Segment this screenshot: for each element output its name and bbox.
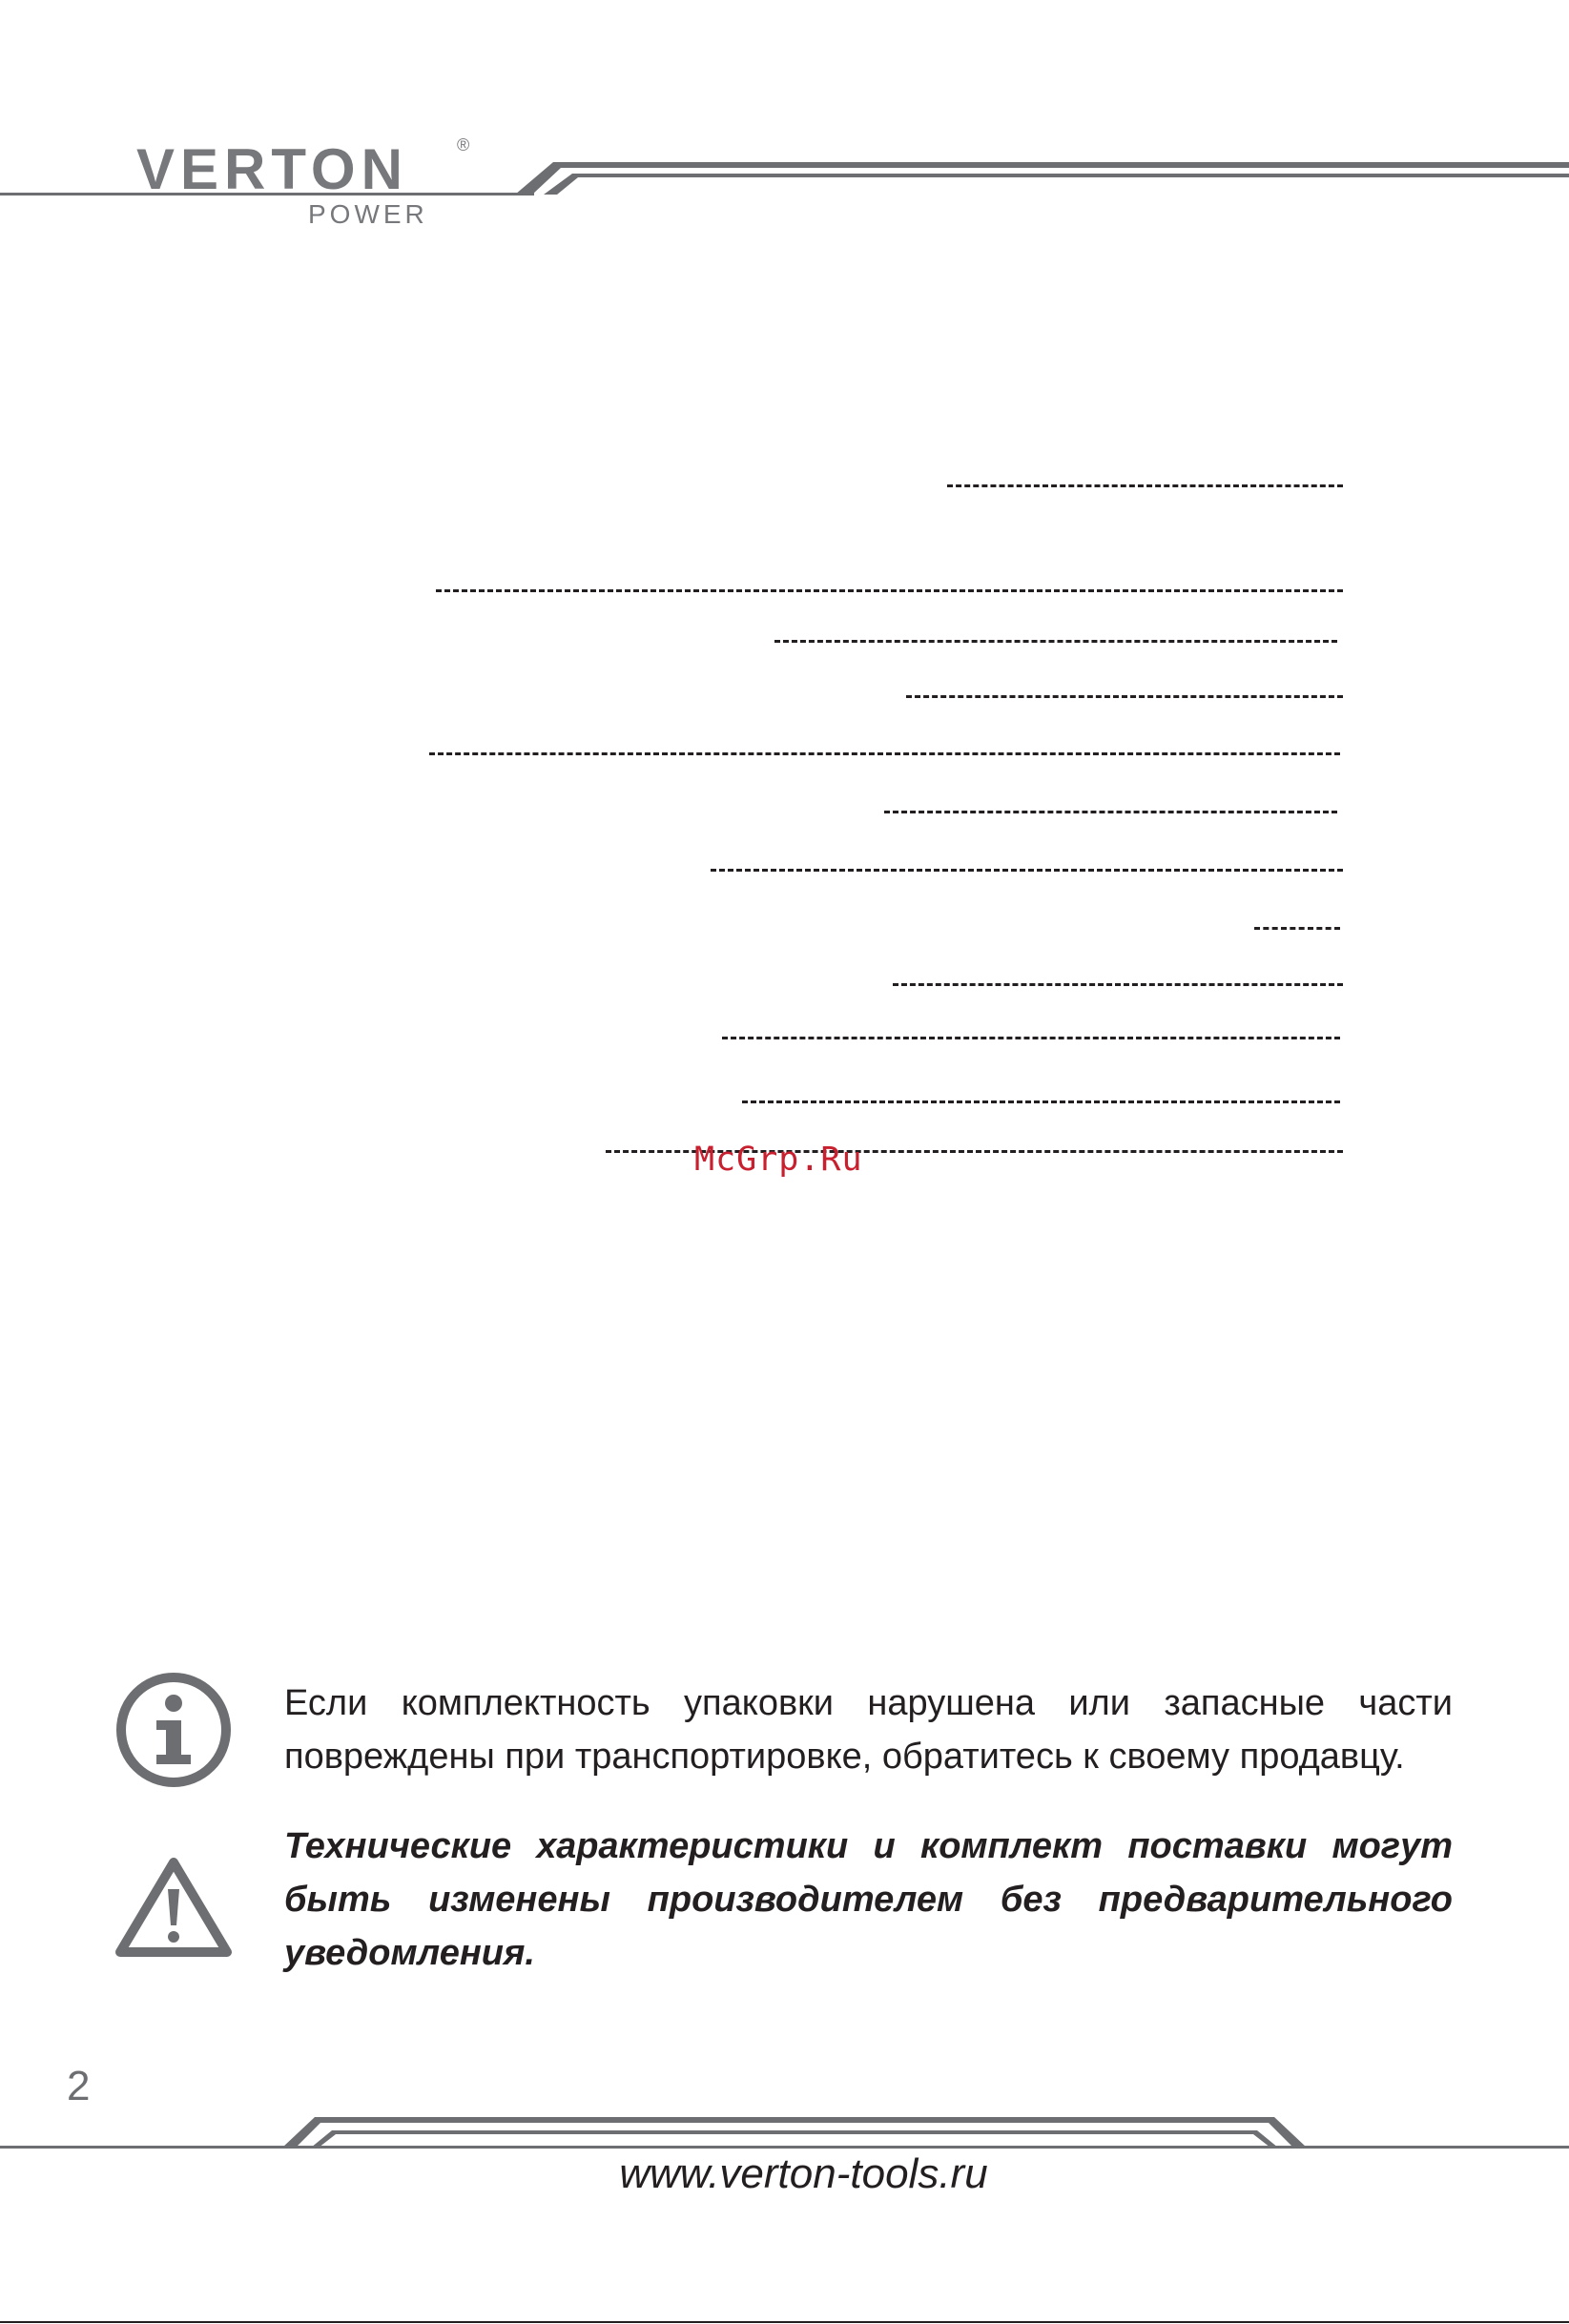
info-circle-icon <box>114 1671 233 1789</box>
toc-leader-6 <box>884 811 1337 815</box>
footer-website-link[interactable] <box>0 2146 1569 2203</box>
toc-leader-5 <box>429 752 1340 757</box>
toc-leader-2 <box>436 589 1343 594</box>
toc-leader-1 <box>947 484 1343 489</box>
info-note-line-1: Если комплектность упаковки нарушена или запасные части <box>284 1683 1453 1723</box>
footer-decorative-bar <box>282 2111 1312 2149</box>
watermark: McGrp.Ru <box>694 1141 863 1179</box>
registered-mark: ® <box>457 135 470 154</box>
info-note <box>284 1676 1453 1783</box>
warning-triangle-icon <box>114 1855 233 1958</box>
brand-logo <box>136 135 480 229</box>
toc-leader-3 <box>774 640 1337 645</box>
toc-leader-8 <box>1254 927 1340 932</box>
footer-url-text[interactable]: www.verton-tools.ru <box>619 2150 988 2197</box>
toc-leader-11 <box>742 1100 1340 1105</box>
header-decorative-bar <box>515 154 1569 202</box>
bottom-rule <box>0 2321 1569 2323</box>
toc-leader-9 <box>893 983 1343 988</box>
brand-subtitle: POWER <box>308 199 428 229</box>
warning-note: Технические характеристики и комплект поставки могут быть изменены производителем без предварительного уведомления. <box>284 1826 1453 1973</box>
brand-name: VERTON <box>136 137 408 201</box>
toc-leader-7 <box>711 869 1343 874</box>
page-number: 2 <box>67 2063 91 2109</box>
toc-leader-10 <box>722 1037 1340 1041</box>
toc-leader-4 <box>906 695 1343 700</box>
info-note-line-2: повреждены при транспортировке, обратитесь к своему продавцу. <box>284 1737 1405 1777</box>
